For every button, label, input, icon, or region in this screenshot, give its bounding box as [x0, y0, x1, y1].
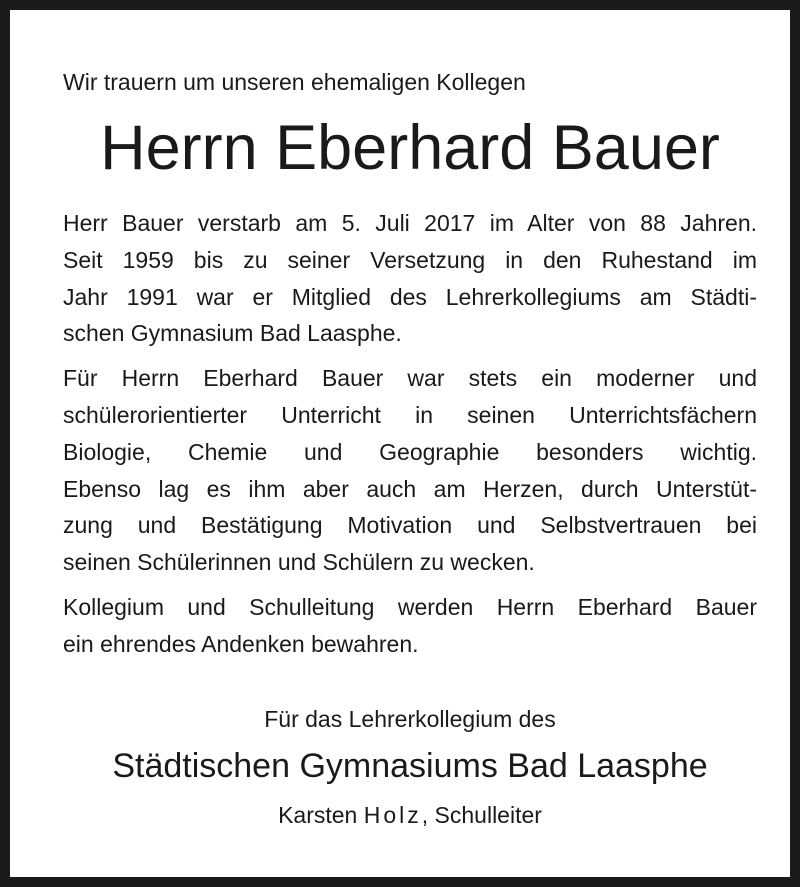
deceased-name: Herrn Eberhard Bauer	[100, 113, 720, 183]
text-line: ein ehrendes Andenken bewahren.	[63, 630, 419, 657]
signature-line	[63, 799, 757, 831]
text-line: schülerorientierter Unterricht in seinen Unterrichtsfächern	[63, 401, 757, 428]
text-line: Herr Bauer verstarb am 5. Juli 2017 im Alter von 88 Jahren.	[63, 210, 757, 236]
closing-intro: Für das Lehrerkollegium des	[264, 706, 556, 732]
text-line: Jahr 1991 war er Mitglied des Lehrerkollegiums am Städti-	[63, 283, 757, 310]
signatory-first-name: Karsten	[278, 802, 358, 828]
text-line: Für Herrn Eberhard Bauer war stets ein moderner und	[63, 365, 757, 392]
paragraph-remembrance	[63, 589, 757, 663]
paragraph-biography	[63, 205, 757, 352]
signatory-last-name: Holz	[363, 802, 422, 828]
text-line: zung und Bestätigung Motivation und Selbstvertrauen bei	[63, 512, 757, 539]
intro-line: Wir trauern um unseren ehemaligen Kollegen	[63, 69, 526, 95]
text-line: Biologie, Chemie und Geographie besonders wichtig.	[63, 438, 757, 465]
text-line: Kollegium und Schulleitung werden Herrn Eberhard Bauer	[63, 593, 757, 620]
signatory-role: , Schulleiter	[421, 802, 542, 828]
paragraph-teaching	[63, 360, 757, 581]
school-name: Städtischen Gymnasiums Bad Laasphe	[112, 747, 708, 785]
text-line: schen Gymnasium Bad Laasphe.	[63, 320, 402, 347]
text-line: Ebenso lag es ihm aber auch am Herzen, durch Unterstüt-	[63, 475, 757, 502]
text-line: seinen Schülerinnen und Schülern zu wecken.	[63, 549, 535, 576]
notice-body	[63, 205, 757, 671]
text-line: Seit 1959 bis zu seiner Versetzung in den Ruhestand im	[63, 246, 757, 273]
